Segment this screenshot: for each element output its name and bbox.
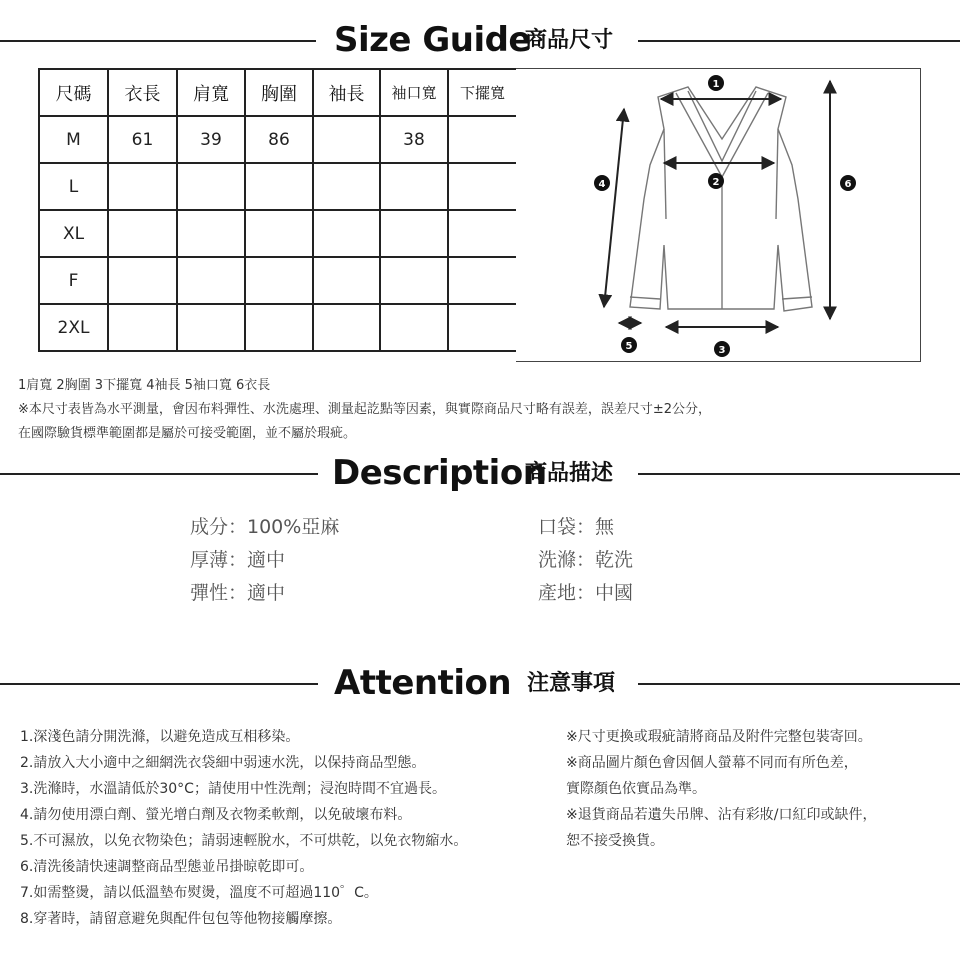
size-table [38, 68, 518, 352]
divider-left [0, 473, 318, 475]
elasticity-spec: 彈性：適中 [190, 582, 286, 604]
value-cell: 38 [380, 116, 448, 163]
value-cell [448, 304, 517, 351]
material-spec: 成分：100%亞麻 [190, 516, 340, 538]
value-cell [380, 210, 448, 257]
value-cell [245, 210, 313, 257]
washing-spec: 洗滌：乾洗 [538, 549, 634, 571]
list-item: 2.請放入大小適中之細網洗衣袋細中弱速水洗，以保持商品型態。 [20, 755, 426, 771]
header-cell: 尺碼 [39, 69, 108, 116]
size-cell: M [39, 116, 108, 163]
size-cell: L [39, 163, 108, 210]
value-cell [448, 210, 517, 257]
list-item: ※商品圖片顏色會因個人螢幕不同而有所色差， [566, 755, 858, 771]
size-cell: F [39, 257, 108, 304]
header-cell: 下擺寬 [448, 69, 517, 116]
size-cell: 2XL [39, 304, 108, 351]
value-cell: 86 [245, 116, 313, 163]
divider-left [0, 40, 316, 42]
list-item: 3.洗滌時，水溫請低於30°C；請使用中性洗劑；浸泡時間不宜過長。 [20, 781, 446, 797]
value-cell [313, 304, 380, 351]
value-cell [108, 210, 177, 257]
divider-right [638, 473, 960, 475]
list-item: 5.不可濕放，以免衣物染色；請弱速輕脫水，不可烘乾，以免衣物縮水。 [20, 833, 468, 849]
description-title: Description [332, 453, 547, 493]
marker-label: 2 [712, 177, 720, 188]
value-cell [313, 210, 380, 257]
size-guide-subtitle: 商品尺寸 [525, 28, 614, 53]
attention-title: Attention [334, 663, 512, 703]
attention-header [0, 658, 960, 708]
value-cell [245, 163, 313, 210]
value-cell [448, 116, 517, 163]
size-notes [18, 374, 711, 446]
list-item: 實際顏色依實品為準。 [566, 781, 706, 797]
garment-diagram [516, 68, 921, 362]
value-cell [108, 257, 177, 304]
size-table-header-row [39, 69, 517, 116]
value-cell [380, 257, 448, 304]
value-cell [108, 304, 177, 351]
origin-spec: 產地：中國 [538, 582, 634, 604]
divider-right [638, 40, 960, 42]
care-instructions [20, 724, 467, 932]
size-cell: XL [39, 210, 108, 257]
table-row [39, 116, 517, 163]
marker-label: 5 [625, 341, 633, 352]
marker-label: 3 [718, 345, 726, 356]
list-item: 6.清洗後請快速調整商品型態並吊掛晾乾即可。 [20, 859, 314, 875]
value-cell [177, 257, 245, 304]
thickness-spec: 厚薄：適中 [190, 549, 286, 571]
table-row [39, 257, 517, 304]
list-item: ※退貨商品若遺失吊牌、沾有彩妝/口紅印或缺件， [566, 807, 877, 823]
divider-left [0, 683, 318, 685]
value-cell [177, 210, 245, 257]
header-cell: 衣長 [108, 69, 177, 116]
marker-label: 6 [844, 179, 852, 190]
value-cell [108, 163, 177, 210]
size-guide-title: Size Guide [334, 20, 531, 60]
header-cell: 肩寬 [177, 69, 245, 116]
cardigan-sketch [516, 69, 920, 361]
size-guide-header [0, 15, 960, 65]
divider-right [638, 683, 960, 685]
value-cell [448, 257, 517, 304]
list-item: ※尺寸更換或瑕疵請將商品及附件完整包裝寄回。 [566, 729, 872, 745]
marker-label: 4 [598, 179, 606, 190]
value-cell [177, 163, 245, 210]
table-row [39, 163, 517, 210]
return-policy [566, 724, 876, 854]
table-row [39, 304, 517, 351]
sleeve-length-arrow [604, 109, 624, 307]
value-cell [245, 304, 313, 351]
note-line: 在國際驗貨標準範圍都是屬於可接受範圍，並不屬於瑕疵。 [18, 426, 357, 441]
pocket-spec: 口袋：無 [538, 516, 615, 538]
list-item: 4.請勿使用漂白劑、螢光增白劑及衣物柔軟劑，以免破壞布料。 [20, 807, 412, 823]
attention-subtitle: 注意事項 [527, 671, 616, 696]
list-item: 恕不接受換貨。 [566, 833, 664, 849]
value-cell: 39 [177, 116, 245, 163]
description-header [0, 448, 960, 498]
description-subtitle: 商品描述 [525, 461, 614, 486]
table-row [39, 210, 517, 257]
value-cell [313, 163, 380, 210]
list-item: 8.穿著時，請留意避免與配件包包等他物接觸摩擦。 [20, 911, 342, 927]
value-cell [177, 304, 245, 351]
value-cell [245, 257, 313, 304]
header-cell: 胸圍 [245, 69, 313, 116]
value-cell [313, 116, 380, 163]
value-cell [313, 257, 380, 304]
measurement-legend: 1肩寬 2胸圍 3下擺寬 4袖長 5袖口寬 6衣長 [18, 378, 271, 393]
header-cell: 袖口寬 [380, 69, 448, 116]
list-item: 7.如需整燙，請以低溫墊布熨燙，溫度不可超過110゜C。 [20, 885, 378, 901]
header-cell: 袖長 [313, 69, 380, 116]
value-cell [380, 163, 448, 210]
marker-label: 1 [712, 79, 720, 90]
list-item: 1.深淺色請分開洗滌，以避免造成互相移染。 [20, 729, 300, 745]
note-line: ※本尺寸表皆為水平測量，會因布料彈性、水洗處理、測量起訖點等因素，與實際商品尺寸略有誤差，誤差尺寸±2公分， [18, 402, 712, 417]
value-cell [380, 304, 448, 351]
value-cell [448, 163, 517, 210]
value-cell: 61 [108, 116, 177, 163]
